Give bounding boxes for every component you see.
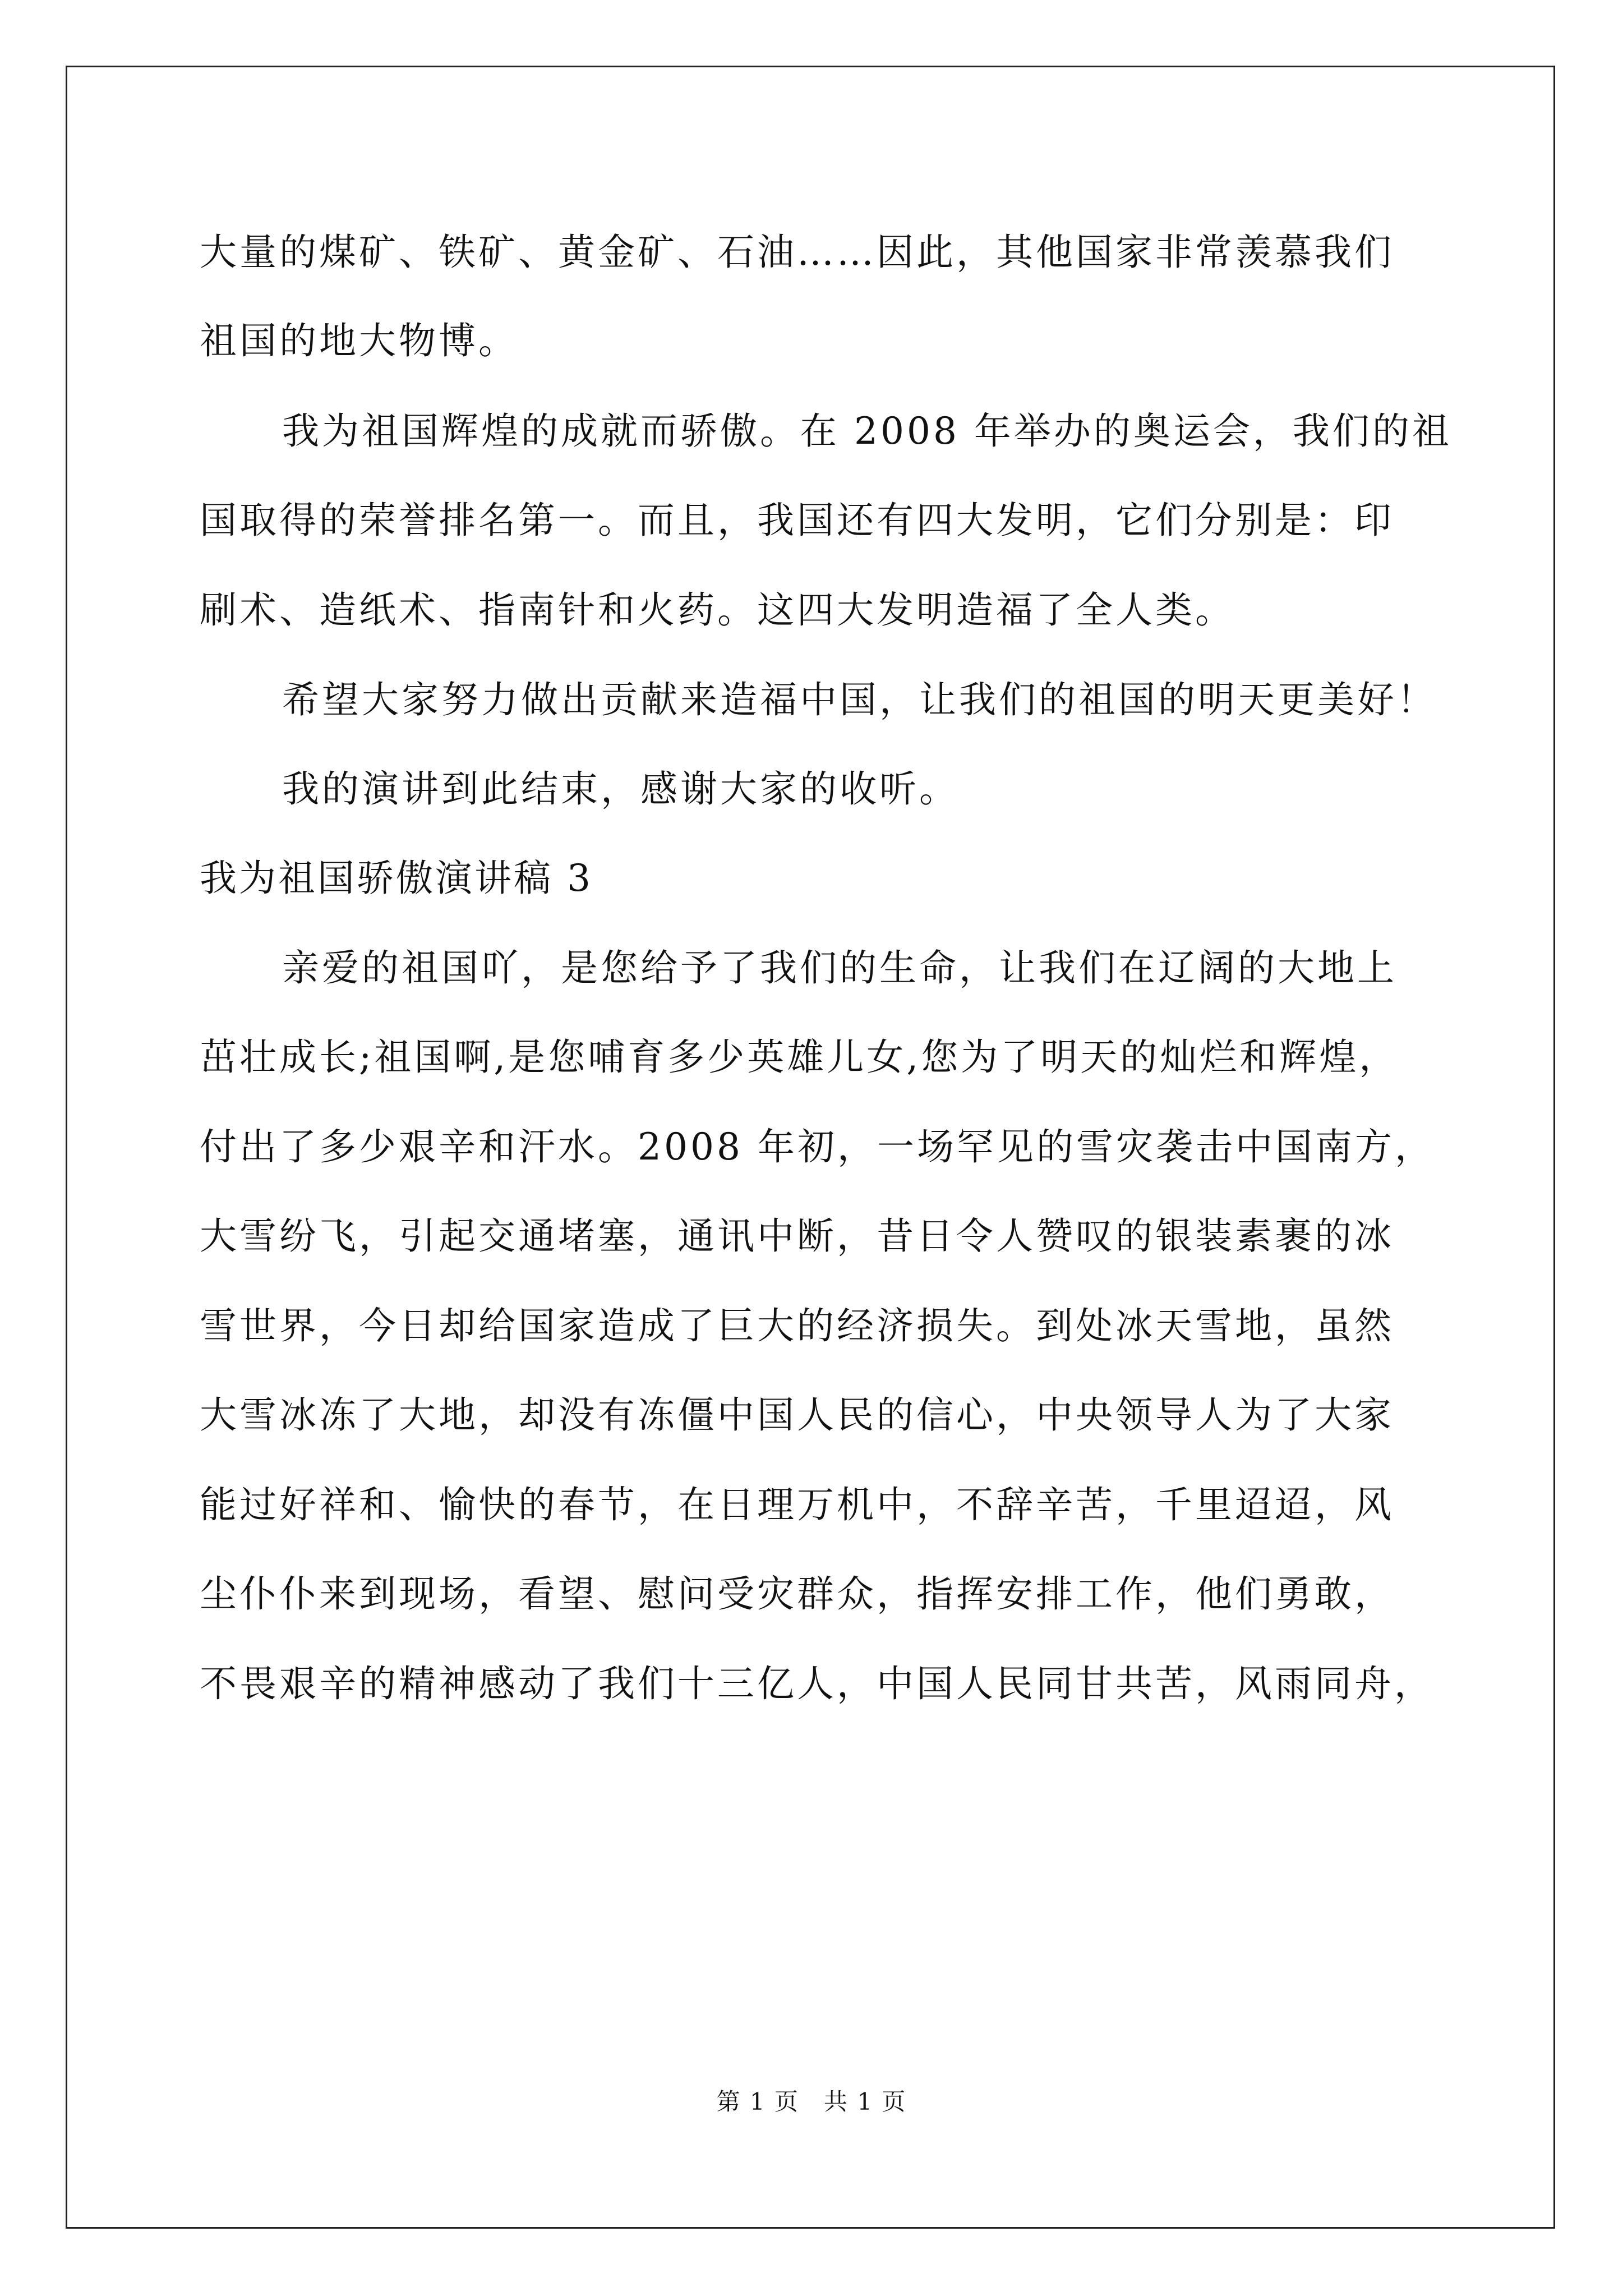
text-line-1: 大量的煤矿、铁矿、黄金矿、石油……因此，其他国家非常羡慕我们 — [200, 231, 1394, 274]
paragraph-line-4: 国取得的荣誉排名第一。而且，我国还有四大发明，它们分别是：印 — [200, 499, 1394, 542]
paragraph-line-13: 雪世界，今日却给国家造成了巨大的经济损失。到处冰天雪地，虽然 — [200, 1304, 1394, 1347]
paragraph-line-6: 希望大家努力做出贡献来造福中国，让我们的祖国的明天更美好！ — [282, 678, 1437, 721]
section-heading: 我为祖国骄傲演讲稿 3 — [200, 857, 593, 900]
page-footer: 第 1 页 共 1 页 — [716, 2088, 907, 2115]
text-line-2: 祖国的地大物博。 — [200, 319, 518, 362]
paragraph-line-7: 我的演讲到此结束，感谢大家的收听。 — [282, 767, 959, 811]
paragraph-line-10: 茁壮成长;祖国啊,是您哺育多少英雄儿女,您为了明天的灿烂和辉煌， — [200, 1036, 1399, 1079]
paragraph-line-16: 尘仆仆来到现场，看望、慰问受灾群众，指挥安排工作，他们勇敢， — [200, 1572, 1394, 1616]
paragraph-line-5: 刷术、造纸术、指南针和火药。这四大发明造福了全人类。 — [200, 588, 1235, 632]
paragraph-line-15: 能过好祥和、愉快的春节，在日理万机中，不辞辛苦，千里迢迢，风 — [200, 1483, 1394, 1526]
paragraph-line-9: 亲爱的祖国吖，是您给予了我们的生命，让我们在辽阔的大地上 — [282, 946, 1397, 990]
paragraph-line-12: 大雪纷飞，引起交通堵塞，通讯中断，昔日令人赞叹的银装素裹的冰 — [200, 1214, 1394, 1258]
paragraph-line-11: 付出了多少艰辛和汗水。2008 年初，一场罕见的雪灾袭击中国南方， — [200, 1125, 1435, 1168]
paragraph-line-3: 我为祖国辉煌的成就而骄傲。在 2008 年举办的奥运会，我们的祖 — [282, 409, 1452, 453]
paragraph-line-14: 大雪冰冻了大地，却没有冻僵中国人民的信心，中央领导人为了大家 — [200, 1393, 1394, 1437]
paragraph-line-17: 不畏艰辛的精神感动了我们十三亿人，中国人民同甘共苦，风雨同舟， — [200, 1662, 1434, 1705]
